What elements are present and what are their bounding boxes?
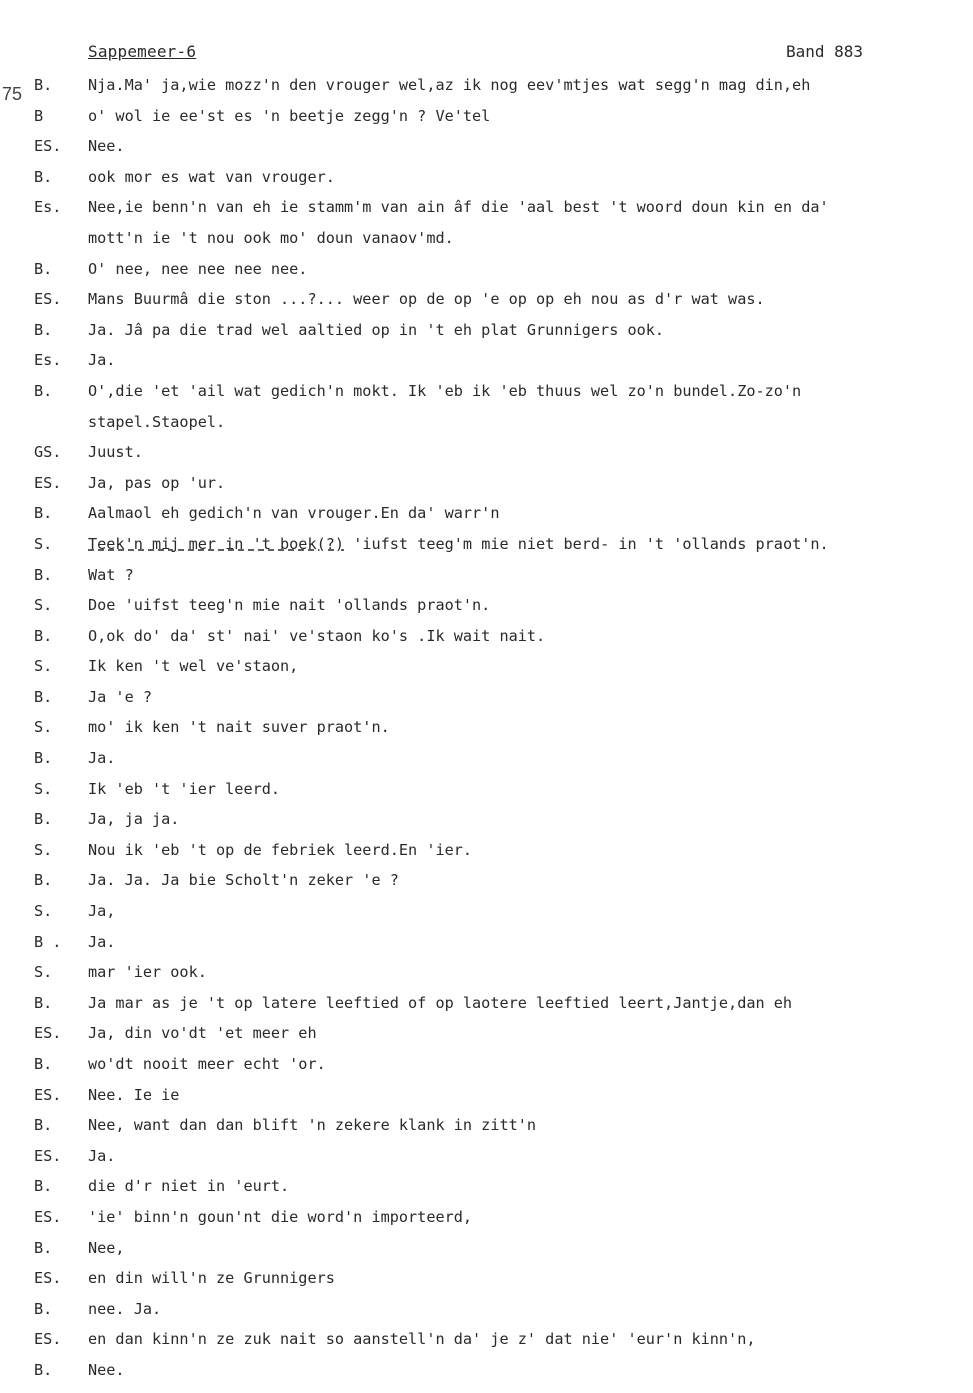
transcript-line xyxy=(0,1233,973,1264)
utterance-text: O,ok do' da' st' nai' ve'staon ko's .Ik wait nait. xyxy=(88,626,546,645)
speaker-label: B. xyxy=(34,1177,53,1196)
utterance-text: O',die 'et 'ail wat gedich'n mokt. Ik 'eb ik 'eb thuus wel zo'n bundel.Zo-zo'n xyxy=(88,381,802,400)
transcript-line xyxy=(0,468,973,499)
utterance-text: O' nee, nee nee nee nee. xyxy=(88,259,308,278)
transcript-line xyxy=(0,1080,973,1111)
speaker-label: B. xyxy=(34,167,53,186)
utterance-text: 'ie' binn'n goun'nt die word'n importeerd, xyxy=(88,1207,473,1226)
speaker-label: ES. xyxy=(34,137,62,156)
speaker-label: S. xyxy=(34,902,53,921)
utterance-text: Aalmaol eh gedich'n van vrouger.En da' warr'n xyxy=(88,504,500,523)
transcript-line xyxy=(0,1202,973,1233)
page-title: Sappemeer-6 xyxy=(88,42,197,61)
utterance-text: en dan kinn'n ze zuk nait so aanstell'n da' je z' dat nie' 'eur'n kinn'n, xyxy=(88,1330,756,1349)
speaker-label: ES. xyxy=(34,473,62,492)
speaker-label: B. xyxy=(34,259,53,278)
speaker-label: B. xyxy=(34,381,53,400)
transcript-line xyxy=(0,1263,973,1294)
transcript-line xyxy=(0,896,973,927)
utterance-text: Ja, pas op 'ur. xyxy=(88,473,226,492)
transcript-line xyxy=(0,1018,973,1049)
transcript-line xyxy=(0,284,973,315)
transcript-line xyxy=(0,1171,973,1202)
utterance-rest: 'iufst teeg'm mie niet berd- in 't 'ollands praot'n. xyxy=(353,534,829,553)
transcript-line xyxy=(0,529,973,560)
transcript-line xyxy=(0,376,973,407)
speaker-label: B . xyxy=(34,932,62,951)
speaker-label: B. xyxy=(34,1055,53,1073)
transcript-line xyxy=(0,223,973,254)
transcript-line xyxy=(0,162,973,193)
transcript-line xyxy=(0,774,973,805)
speaker-label: B. xyxy=(34,626,53,645)
utterance-text: die d'r niet in 'eurt. xyxy=(88,1177,290,1196)
transcript-line xyxy=(0,590,973,621)
utterance-text: mott'n ie 't nou ook mo' doun vanaov'md. xyxy=(88,228,454,247)
transcript-line xyxy=(0,865,973,896)
speaker-label: B. xyxy=(34,504,53,523)
speaker-label: GS. xyxy=(34,443,62,462)
transcript-line xyxy=(0,498,973,529)
transcript-line xyxy=(0,1141,973,1172)
utterance-text: ook mor es wat van vrouger. xyxy=(88,167,335,186)
utterance-text: en din will'n ze Grunnigers xyxy=(88,1269,335,1288)
speaker-label: B. xyxy=(34,320,53,339)
speaker-label: S. xyxy=(34,779,53,798)
band-number: Band 883 xyxy=(786,42,864,61)
transcript-line xyxy=(0,1110,973,1141)
speaker-label: B. xyxy=(34,993,53,1012)
transcript-line xyxy=(0,743,973,774)
utterance-text: Ja, ja ja. xyxy=(88,810,180,829)
speaker-label: B. xyxy=(34,76,53,94)
utterance-text: nee. Ja. xyxy=(88,1299,162,1318)
speaker-label: B. xyxy=(34,1116,53,1135)
speaker-label: B. xyxy=(34,1299,53,1318)
speaker-label: Es. xyxy=(34,198,62,217)
transcript-line xyxy=(0,957,973,988)
transcript-line xyxy=(0,835,973,866)
transcript-lines xyxy=(0,70,973,1386)
transcript-line xyxy=(0,345,973,376)
transcript-line xyxy=(0,560,973,591)
utterance-text: Ja. xyxy=(88,351,116,370)
transcript-line xyxy=(0,621,973,652)
utterance-text: stapel.Staopel. xyxy=(88,412,226,431)
speaker-label: B. xyxy=(34,1360,53,1379)
utterance-text: wo'dt nooit meer echt 'or. xyxy=(88,1055,326,1073)
transcript-line xyxy=(0,1049,973,1080)
utterance-text: mo' ik ken 't nait suver praot'n. xyxy=(88,718,390,737)
utterance-text: Nee. xyxy=(88,137,125,156)
speaker-label: B. xyxy=(34,1238,53,1257)
transcript-line xyxy=(0,651,973,682)
utterance-text: Nja.Ma' ja,wie mozz'n den vrouger wel,az ik nog eev'mtjes wat segg'n mag din,eh xyxy=(88,76,811,94)
utterance-text: Ja, xyxy=(88,902,116,921)
utterance-text: Nee. xyxy=(88,1360,125,1379)
utterance-text: Wat ? xyxy=(88,565,134,584)
speaker-label: Es. xyxy=(34,351,62,370)
transcript-line xyxy=(0,804,973,835)
transcript-line xyxy=(0,682,973,713)
utterance-text: Ja. Ja. Ja bie Scholt'n zeker 'e ? xyxy=(88,871,399,890)
transcript-line xyxy=(0,407,973,438)
speaker-label: B. xyxy=(34,749,53,768)
speaker-label: B xyxy=(34,106,44,125)
speaker-label: S. xyxy=(34,963,53,982)
utterance-text: Ja mar as je 't op latere leeftied of op laotere leeftied leert,Jantje,dan eh xyxy=(88,993,793,1012)
transcript-line xyxy=(0,437,973,468)
utterance-text: mar 'ier ook. xyxy=(88,963,207,982)
speaker-label: B. xyxy=(34,810,53,829)
utterance-text: o' wol ie ee'st es 'n beetje zegg'n ? Ve'tel xyxy=(88,106,491,125)
transcript-line xyxy=(0,927,973,958)
speaker-label: S. xyxy=(34,657,53,676)
utterance-text: Ja. Jâ pa die trad wel aaltied op in 't eh plat Grunnigers ook. xyxy=(88,320,665,339)
transcript-line xyxy=(0,101,973,132)
utterance-text: Nee. Ie ie xyxy=(88,1085,180,1104)
transcript-line xyxy=(0,712,973,743)
utterance-text: Ja. xyxy=(88,1146,116,1165)
utterance-text: Ja, din vo'dt 'et meer eh xyxy=(88,1024,317,1043)
speaker-label: S. xyxy=(34,718,53,737)
underlined-phrase: Teek'n mij mer in 't boek(?) xyxy=(88,534,345,553)
speaker-label: ES. xyxy=(34,1207,62,1226)
transcript-line xyxy=(0,1355,973,1386)
speaker-label: ES. xyxy=(34,1269,62,1288)
speaker-label: B. xyxy=(34,565,53,584)
utterance-text: Nou ik 'eb 't op de febriek leerd.En 'ier. xyxy=(88,840,473,859)
speaker-label: ES. xyxy=(34,1085,62,1104)
utterance-text: Ik ken 't wel ve'staon, xyxy=(88,657,299,676)
utterance-text: Ja. xyxy=(88,749,116,768)
transcript-line xyxy=(0,70,973,101)
transcript-line xyxy=(0,254,973,285)
utterance-text: Mans Buurmâ die ston ...?... weer op de op 'e op op eh nou as d'r wat was. xyxy=(88,290,765,309)
speaker-label: ES. xyxy=(34,1024,62,1043)
transcript-line xyxy=(0,1294,973,1325)
speaker-label: ES. xyxy=(34,290,62,309)
speaker-label: S. xyxy=(34,596,53,615)
utterance-text: Doe 'uifst teeg'n mie nait 'ollands praot'n. xyxy=(88,596,491,615)
utterance-text: Juust. xyxy=(88,443,143,462)
speaker-label: S. xyxy=(34,840,53,859)
utterance-text: Nee, want dan dan blift 'n zekere klank in zitt'n xyxy=(88,1116,537,1135)
utterance-text: Ja 'e ? xyxy=(88,687,153,706)
margin-number: 75 xyxy=(2,84,23,104)
transcript-line xyxy=(0,988,973,1019)
speaker-label: ES. xyxy=(34,1330,62,1349)
transcript-line xyxy=(0,192,973,223)
speaker-label: B. xyxy=(34,687,53,706)
speaker-label: S. xyxy=(34,534,53,553)
utterance-text: Ja. xyxy=(88,932,116,951)
utterance-text xyxy=(88,529,829,560)
transcript-line xyxy=(0,131,973,162)
transcript-line xyxy=(0,315,973,346)
utterance-text: Ik 'eb 't 'ier leerd. xyxy=(88,779,281,798)
transcript-line xyxy=(0,1324,973,1355)
utterance-text: Nee,ie benn'n van eh ie stamm'm van ain âf die 'aal best 't woord doun kin en da' xyxy=(88,198,829,217)
speaker-label: ES. xyxy=(34,1146,62,1165)
utterance-text: Nee, xyxy=(88,1238,125,1257)
speaker-label: B. xyxy=(34,871,53,890)
